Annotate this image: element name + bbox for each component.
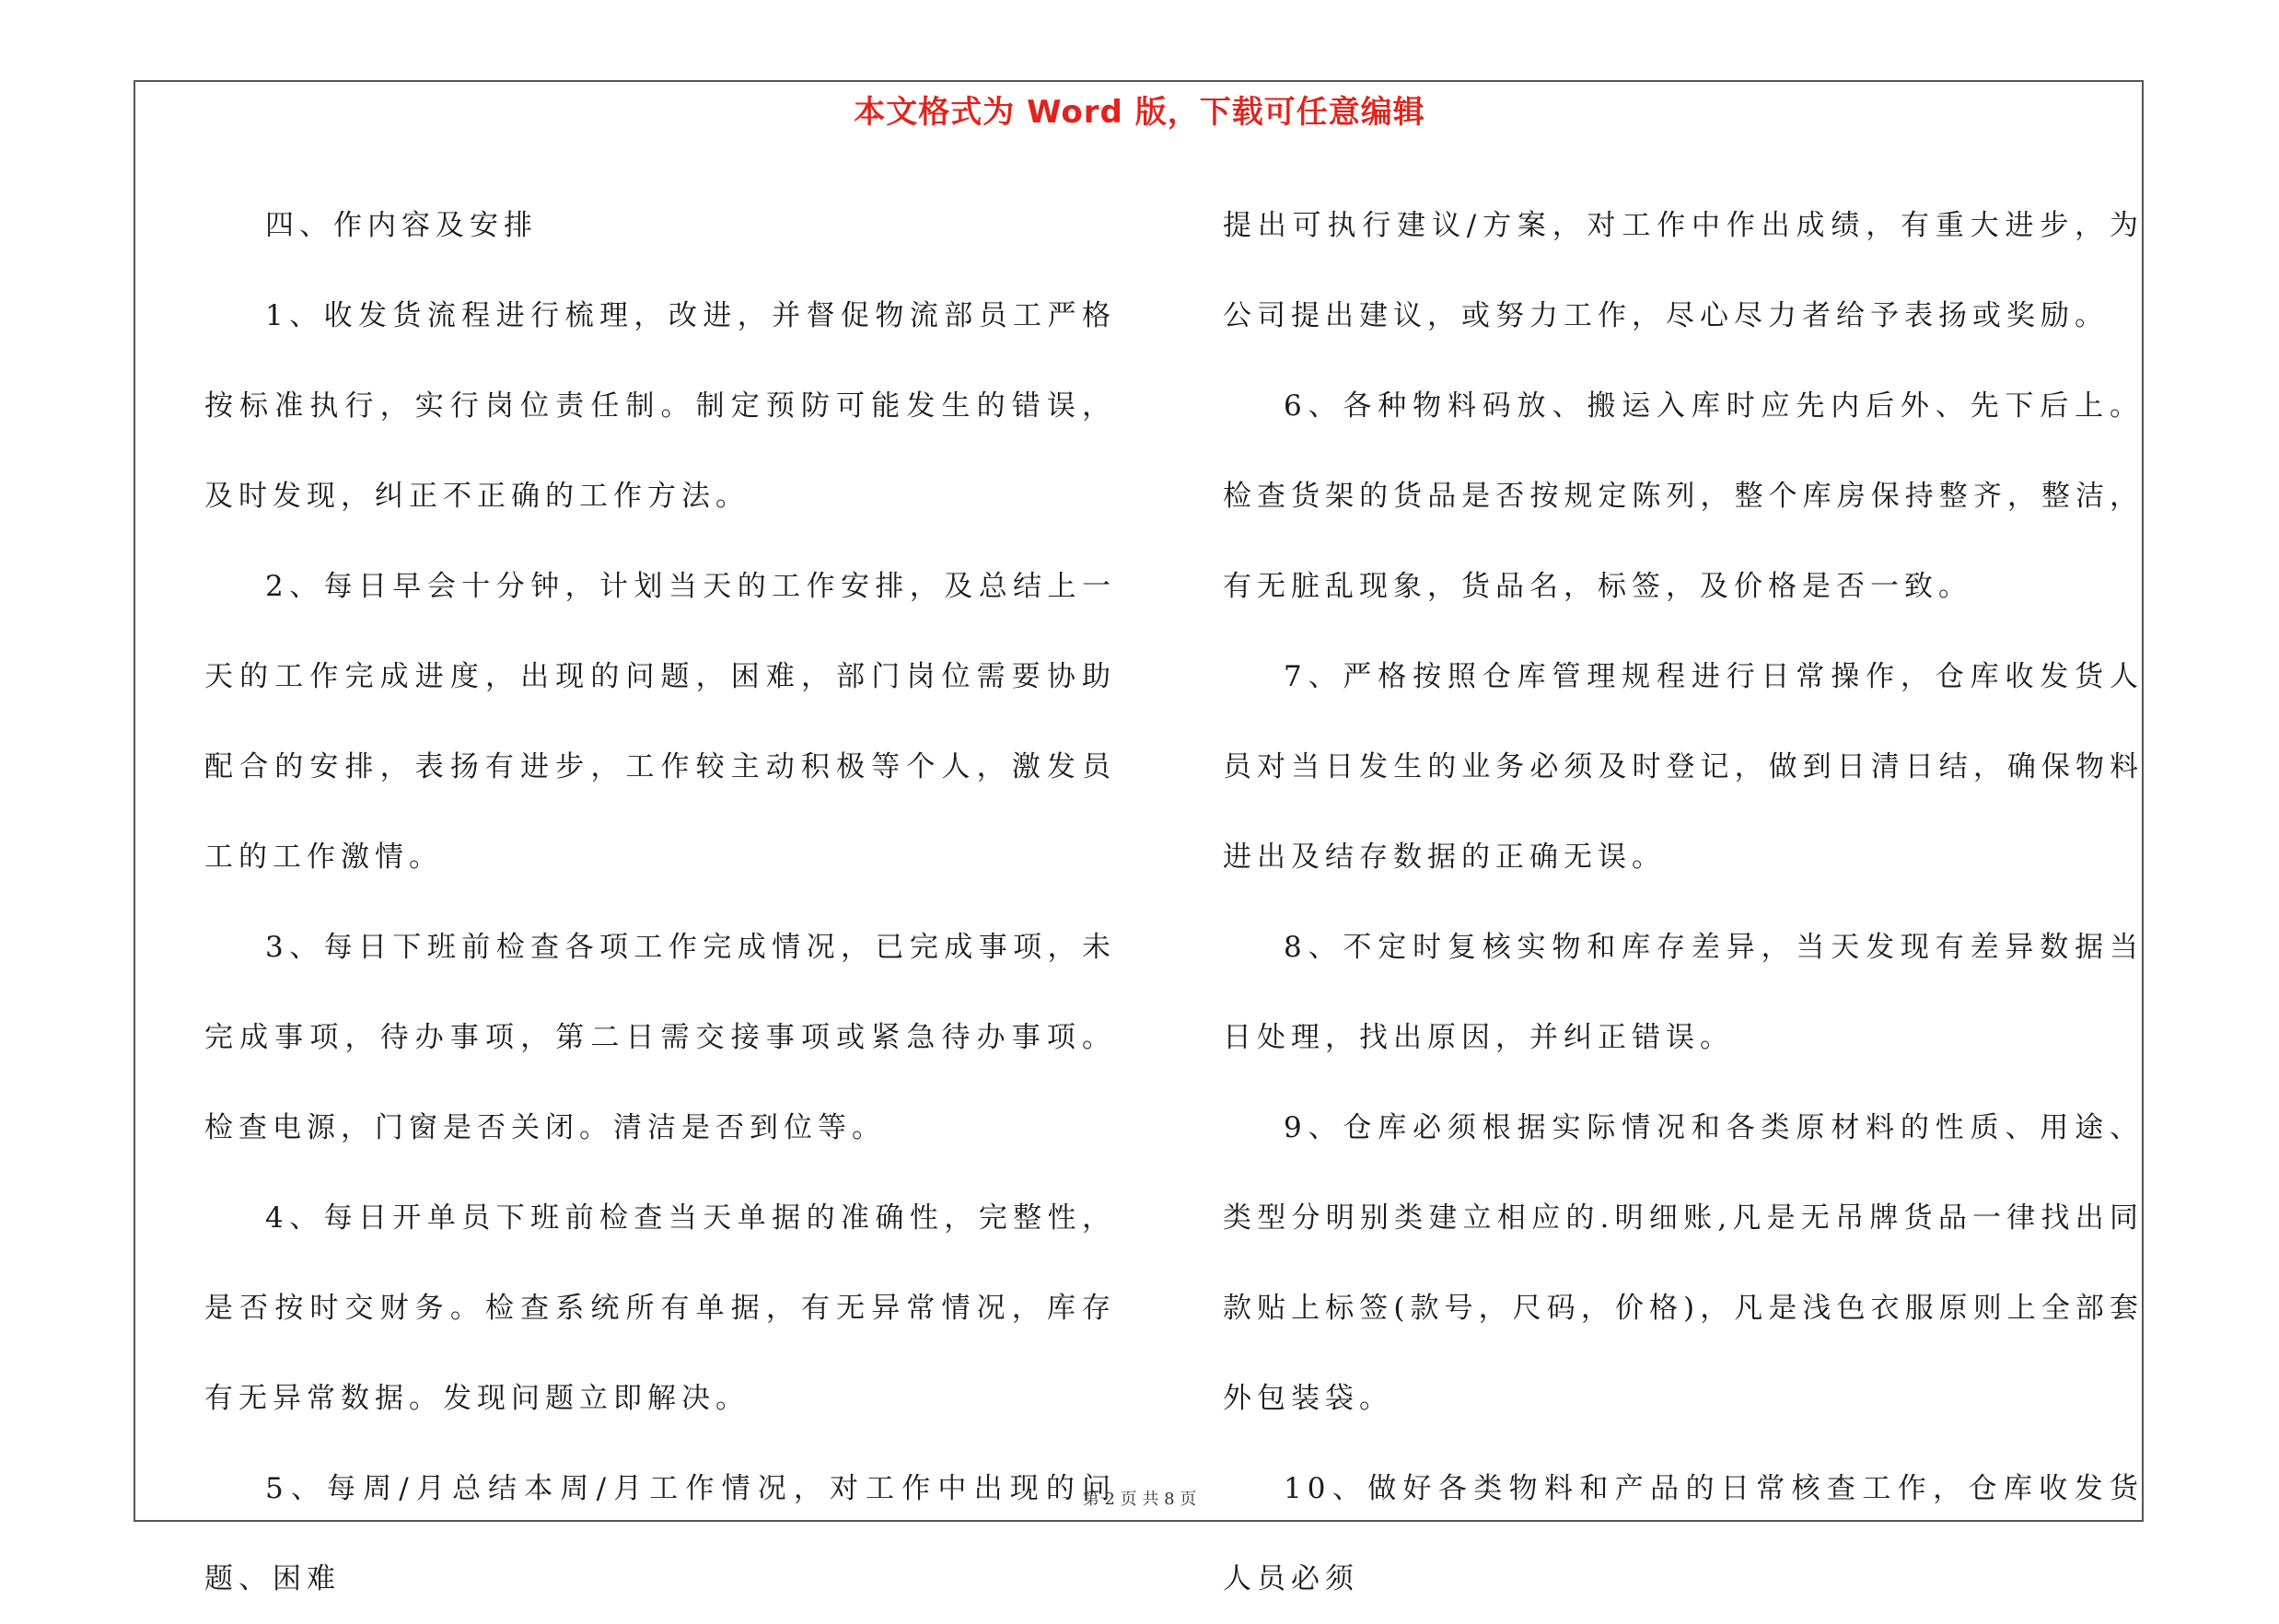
word-format-banner: 本文格式为 Word 版，下载可任意编辑 <box>854 94 1425 131</box>
paragraph-2: 2、每日早会十分钟，计划当天的工作安排，及总结上一天的工作完成进度，出现的问题，困难，部门岗位需要协助配合的安排，表扬有进步，工作较主动积极等个人，激发员工的工作激情。 <box>204 570 1116 874</box>
page-number-footer: 第 2 页 共 8 页 <box>1082 1490 1197 1509</box>
right-column <box>1223 180 2144 1624</box>
paragraph-7: 7、严格按照仓库管理规程进行日常操作，仓库收发货人员对当日发生的业务必须及时登记，做到日清日结，确保物料进出及结存数据的正确无误。 <box>1223 660 2144 874</box>
paragraph-4: 4、每日开单员下班前检查当天单据的准确性，完整性，是否按时交财务。检查系统所有单据，有无异常情况，库存有无异常数据。发现问题立即解决。 <box>204 1201 1116 1415</box>
paragraph-9: 9、仓库必须根据实际情况和各类原材料的性质、用途、类型分明别类建立相应的.明细账,凡是无吊牌货品一律找出同款贴上标签(款号，尺码，价格)，凡是浅色衣服原则上全部套外包装袋。 <box>1223 1111 2144 1415</box>
paragraph-10: 10、做好各类物料和产品的日常核查工作，仓库收发货人员必须 <box>1223 1472 2144 1595</box>
left-column <box>204 180 1116 1624</box>
paragraph-5: 5、每周/月总结本周/月工作情况，对工作中出现的问题、困难 <box>204 1472 1116 1595</box>
section-heading: 四、作内容及安排 <box>265 209 538 242</box>
paragraph-6: 6、各种物料码放、搬运入库时应先内后外、先下后上。检查货架的货品是否按规定陈列，整个库房保持整齐，整洁，有无脏乱现象，货品名，标签，及价格是否一致。 <box>1223 389 2144 603</box>
paragraph-3: 3、每日下班前检查各项工作完成情况，已完成事项，未完成事项，待办事项，第二日需交接事项或紧急待办事项。检查电源，门窗是否关闭。清洁是否到位等。 <box>204 931 1116 1144</box>
paragraph-8: 8、不定时复核实物和库存差异，当天发现有差异数据当日处理，找出原因，并纠正错误。 <box>1223 931 2144 1054</box>
paragraph-5-continued: 提出可执行建议/方案，对工作中作出成绩，有重大进步，为公司提出建议，或努力工作，尽心尽力者给予表扬或奖励。 <box>1223 209 2144 332</box>
paragraph-1: 1、收发货流程进行梳理，改进，并督促物流部员工严格按标准执行，实行岗位责任制。制定预防可能发生的错误，及时发现，纠正不正确的工作方法。 <box>204 299 1116 513</box>
